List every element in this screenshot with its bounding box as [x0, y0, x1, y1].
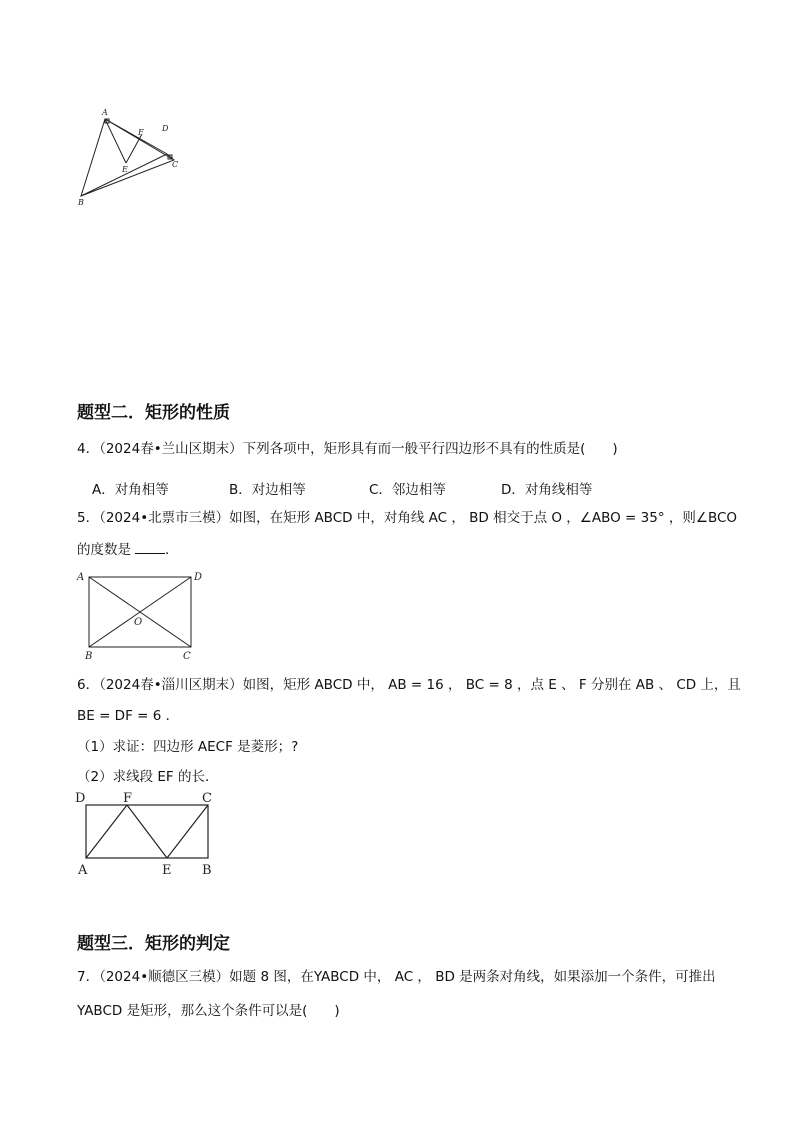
figure-quadrilateral-abcd	[70, 100, 200, 210]
question-5-line-2	[77, 541, 179, 559]
question-6-line-1: 6．（2024春•淄川区期末）如图，矩形 ABCD 中， AB = 16 ， BC = 8 ，点 E 、 F 分别在 AB 、 CD 上，且	[77, 677, 741, 693]
question-7-line-1: 7．（2024•顺德区三模）如题 8 图，在YABCD 中， AC ， BD 是两条对角线，如果添加一个条件，可推出	[77, 969, 716, 985]
label-a: A	[77, 572, 85, 583]
label-d: D	[75, 791, 86, 806]
question-6-part-1: （1）求证：四边形 AECF 是菱形；?	[77, 739, 299, 755]
q4-option-c[interactable]: C．邻边相等	[369, 482, 446, 498]
label-e: E	[122, 165, 128, 174]
label-b: B	[85, 651, 93, 662]
label-a: A	[102, 108, 108, 117]
line-b-d	[81, 154, 167, 196]
label-c: C	[183, 651, 191, 662]
section-heading-rectangle-criteria: 题型三．矩形的判定	[77, 934, 230, 954]
q5-line2-end: ．	[165, 542, 179, 558]
q4-option-b[interactable]: B．对边相等	[229, 482, 306, 498]
figure-rectangle-aecf	[72, 788, 222, 880]
question-6-line-2: BE = DF = 6 ．	[77, 708, 180, 724]
question-6-part-2: （2）求线段 EF 的长．	[77, 769, 219, 785]
segment-f-e	[127, 805, 167, 858]
section-heading-rectangle-properties: 题型二．矩形的性质	[77, 403, 230, 423]
q4-option-d[interactable]: D．对角线相等	[501, 482, 593, 498]
label-f: F	[123, 791, 133, 806]
q5-answer-blank[interactable]	[135, 541, 165, 554]
label-d: D	[162, 124, 169, 133]
label-b: B	[78, 198, 84, 207]
segment-e-c	[167, 805, 208, 858]
label-o: O	[134, 617, 143, 628]
label-c: C	[202, 791, 212, 806]
question-5-line-1: 5．（2024•北票市三模）如图，在矩形 ABCD 中，对角线 AC ， BD 相交于点 O ，∠ABO = 35° ，则∠BCO	[77, 510, 738, 526]
q4-option-a[interactable]: A．对角相等	[92, 482, 169, 498]
label-d: D	[194, 572, 203, 583]
question-7-line-2: YABCD 是矩形，那么这个条件可以是( )	[77, 1003, 340, 1019]
segment-a-f	[86, 805, 127, 858]
q5-line2-text: 的度数是	[77, 542, 131, 558]
line-e-f	[126, 134, 142, 163]
label-c: C	[172, 160, 179, 169]
question-4-text: 4．（2024春•兰山区期末）下列各项中，矩形具有而一般平行四边形不具有的性质是( )	[77, 441, 618, 457]
label-b: B	[202, 863, 212, 878]
label-e: E	[162, 863, 172, 878]
label-a: A	[78, 863, 88, 878]
label-f: F	[138, 128, 144, 137]
figure-rectangle-abcd-diagonals	[72, 568, 212, 663]
